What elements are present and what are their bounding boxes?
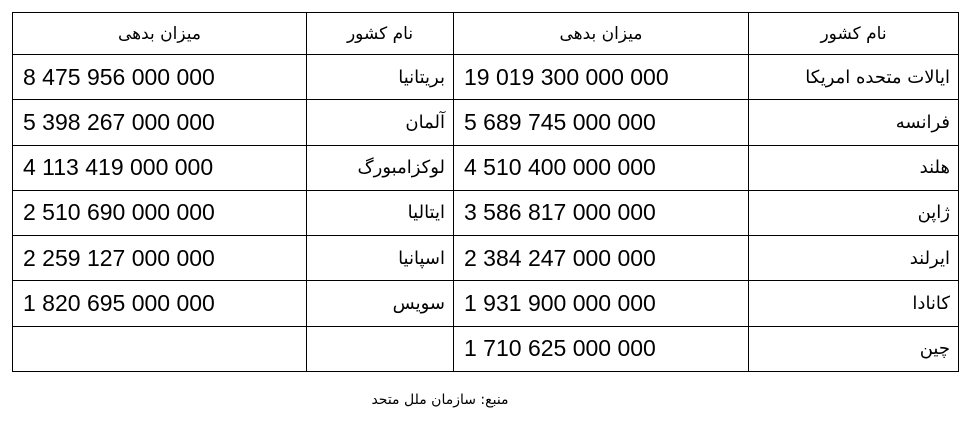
country-name: کانادا [749, 281, 959, 326]
debt-amount: 2 510 690 000 000 [13, 190, 307, 235]
header-debt-left: میزان بدهی [13, 13, 307, 55]
header-country-left: نام کشور [307, 13, 454, 55]
country-name: ایتالیا [307, 190, 454, 235]
debt-amount: 19 019 300 000 000 [454, 55, 749, 100]
debt-amount: 2 384 247 000 000 [454, 236, 749, 281]
country-name: اسپانیا [307, 236, 454, 281]
table-row [13, 281, 959, 326]
country-name: لوکزامبورگ [307, 145, 454, 190]
debt-amount: 1 931 900 000 000 [454, 281, 749, 326]
debt-amount: 2 259 127 000 000 [13, 236, 307, 281]
header-debt-right: میزان بدهی [454, 13, 749, 55]
country-name: سویس [307, 281, 454, 326]
country-name: هلند [749, 145, 959, 190]
country-name: فرانسه [749, 100, 959, 145]
country-name: بریتانیا [307, 55, 454, 100]
debt-amount: 1 710 625 000 000 [454, 326, 749, 371]
table-row [13, 55, 959, 100]
country-debt-table [12, 12, 959, 372]
table-row [13, 190, 959, 235]
country-name: ایرلند [749, 236, 959, 281]
debt-amount: 1 820 695 000 000 [13, 281, 307, 326]
country-name: آلمان [307, 100, 454, 145]
header-row [13, 13, 959, 55]
debt-amount: 5 689 745 000 000 [454, 100, 749, 145]
source-note: منبع: سازمان ملل متحد [371, 392, 509, 408]
debt-amount: 8 475 956 000 000 [13, 55, 307, 100]
table-row [13, 145, 959, 190]
header-country-right: نام کشور [749, 13, 959, 55]
table-row [13, 326, 959, 371]
debt-amount: 4 113 419 000 000 [13, 145, 307, 190]
country-name: چین [749, 326, 959, 371]
table-row [13, 236, 959, 281]
country-name: ژاپن [749, 190, 959, 235]
empty-cell [307, 326, 454, 371]
debt-amount: 5 398 267 000 000 [13, 100, 307, 145]
country-name: ایالات متحده امریکا [749, 55, 959, 100]
debt-amount: 4 510 400 000 000 [454, 145, 749, 190]
empty-cell [13, 326, 307, 371]
table-row [13, 100, 959, 145]
debt-amount: 3 586 817 000 000 [454, 190, 749, 235]
